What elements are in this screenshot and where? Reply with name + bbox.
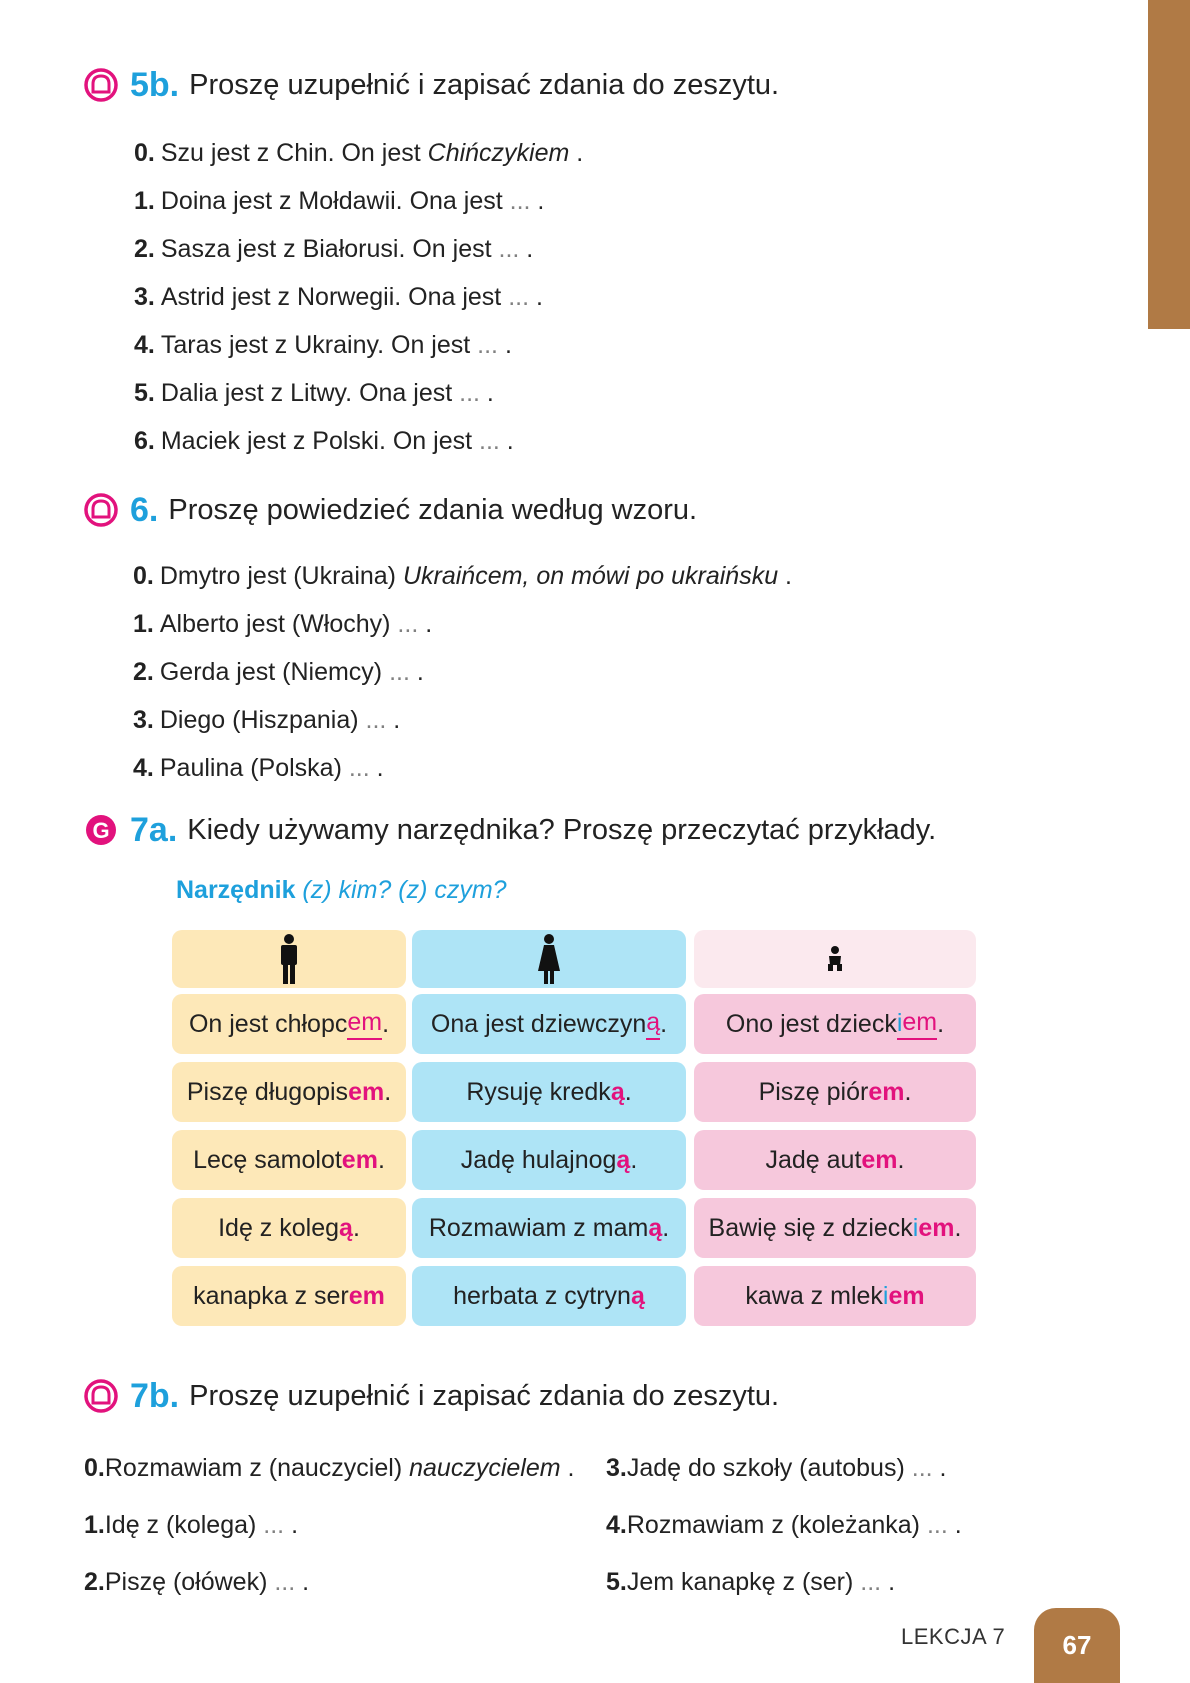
exercise-item: [133, 744, 792, 792]
exercise-7b-right: [606, 1440, 962, 1611]
item-number: 5.: [134, 379, 155, 407]
exercise-item: [84, 1554, 574, 1611]
exercise-number: 6.: [130, 490, 159, 529]
example-tail: .: [660, 1009, 668, 1038]
example-tail: .: [352, 1213, 360, 1242]
example-stem: Ona jest dziewczyn: [430, 1009, 647, 1038]
exercise-title: Proszę powiedzieć zdania według wzoru.: [168, 493, 698, 526]
item-end: .: [386, 706, 401, 734]
example-ending: ą: [616, 1145, 631, 1174]
item-number: 1.: [84, 1511, 105, 1539]
item-text: Jem kanapkę z (ser): [626, 1568, 861, 1596]
example-cell: [694, 994, 976, 1054]
item-end: .: [369, 754, 384, 782]
exercise-item: [606, 1497, 962, 1554]
exercise-item: [134, 321, 583, 369]
example-cell: [694, 1266, 976, 1326]
item-end: .: [932, 1454, 947, 1482]
item-answer: Chińczykiem: [427, 139, 570, 167]
item-blank: ...: [508, 283, 530, 311]
exercise-item: [134, 129, 583, 177]
item-blank: ...: [397, 610, 419, 638]
exercise-7a: [84, 810, 936, 850]
example-cell: [172, 1130, 406, 1190]
item-end: .: [519, 235, 534, 263]
example-stem: Bawię się z dzieck: [708, 1213, 913, 1242]
item-blank: ...: [389, 658, 410, 686]
exercise-6-list: [133, 552, 792, 792]
item-end: .: [947, 1511, 962, 1539]
example-cell: [412, 1130, 686, 1190]
example-cell: [694, 1198, 976, 1258]
example-stem: kawa z mlek: [745, 1281, 883, 1310]
example-stem: Piszę piór: [758, 1077, 869, 1106]
example-tail: .: [662, 1213, 670, 1242]
item-number: 3.: [606, 1454, 627, 1482]
example-ending: em: [348, 1077, 385, 1106]
item-text: Doina jest z Mołdawii. Ona jest: [160, 187, 510, 215]
exercise-item: [606, 1440, 962, 1497]
example-stem: Piszę długopis: [186, 1077, 349, 1106]
item-end: .: [418, 610, 433, 638]
example-cell: [412, 994, 686, 1054]
item-text: Rozmawiam z (koleżanka): [626, 1511, 927, 1539]
example-ending: em: [888, 1281, 925, 1310]
item-number: 2.: [133, 658, 154, 686]
item-answer: nauczycielem: [409, 1454, 561, 1482]
example-stem: On jest chłopc: [188, 1009, 348, 1038]
child-icon: [826, 945, 844, 973]
header-feminine: [412, 930, 686, 988]
item-answer: Ukraińcem, on mówi po ukraińsku: [402, 562, 779, 590]
example-stem: Rozmawiam z mam: [428, 1213, 649, 1242]
item-blank: ...: [926, 1511, 948, 1539]
exercise-number: 5b.: [130, 65, 180, 104]
example-tail: .: [937, 1009, 945, 1038]
exercise-item: [133, 648, 792, 696]
example-stem: Ono jest dzieck: [725, 1009, 897, 1038]
item-end: .: [499, 427, 514, 455]
item-blank: ...: [509, 187, 531, 215]
example-cell: [694, 1062, 976, 1122]
item-text: Jadę do szkoły (autobus): [626, 1454, 912, 1482]
exercise-title: Kiedy używamy narzędnika? Proszę przeczytać przykłady.: [187, 813, 937, 846]
example-tail: .: [904, 1077, 912, 1106]
item-number: 2.: [134, 235, 155, 263]
item-text: Alberto jest (Włochy): [159, 610, 398, 638]
exercise-title: Proszę uzupełnić i zapisać zdania do zeszytu.: [189, 68, 780, 101]
example-tail: .: [377, 1145, 385, 1174]
item-text: Paulina (Polska): [159, 754, 349, 782]
exercise-6: [84, 490, 697, 530]
example-tail: .: [630, 1145, 638, 1174]
exercise-item: [134, 225, 583, 273]
example-ending-vowel: i: [897, 1009, 903, 1040]
exercise-header: [84, 65, 779, 105]
grammar-icon: [84, 813, 118, 847]
svg-text:G: G: [92, 818, 110, 843]
item-number: 0.: [133, 562, 154, 590]
item-number: 4.: [133, 754, 154, 782]
item-end: .: [530, 187, 545, 215]
example-tail: .: [382, 1009, 390, 1038]
example-ending: ą: [646, 1008, 660, 1040]
exercise-item: [134, 177, 583, 225]
item-end: .: [881, 1568, 896, 1596]
example-stem: Lecę samolot: [193, 1145, 342, 1174]
item-text: Rozmawiam z (nauczyciel): [104, 1454, 410, 1482]
exercise-7b-left: [84, 1440, 574, 1611]
item-end: .: [284, 1511, 299, 1539]
exercise-item: [84, 1497, 574, 1554]
example-stem: Jadę hulajnog: [460, 1145, 617, 1174]
side-tab: [1148, 0, 1190, 329]
exercise-item: [84, 1440, 574, 1497]
item-number: 4.: [606, 1511, 627, 1539]
item-text: Gerda jest (Niemcy): [159, 658, 390, 686]
speaking-head-icon: [84, 493, 118, 527]
item-number: 0.: [84, 1454, 105, 1482]
exercise-7b: [84, 1376, 779, 1416]
exercise-item: [134, 417, 583, 465]
example-tail: .: [384, 1077, 392, 1106]
example-ending: em: [868, 1077, 905, 1106]
example-ending: em: [918, 1213, 955, 1242]
example-cell: [172, 1062, 406, 1122]
case-name: Narzędnik: [176, 876, 296, 904]
item-text: Idę z (kolega): [104, 1511, 264, 1539]
item-end: .: [409, 658, 424, 686]
example-tail: .: [897, 1145, 905, 1174]
header-masculine: [172, 930, 406, 988]
item-blank: ...: [263, 1511, 285, 1539]
item-end: .: [529, 283, 543, 311]
example-stem: Idę z koleg: [218, 1213, 340, 1242]
speaking-head-icon: [84, 1379, 118, 1413]
example-cell: [412, 1198, 686, 1258]
exercise-5b: [84, 65, 779, 105]
exercise-item: [133, 600, 792, 648]
item-end: .: [295, 1568, 310, 1596]
item-text: Astrid jest z Norwegii. Ona jest: [160, 283, 509, 311]
example-ending: ą: [648, 1213, 663, 1242]
example-ending: em: [347, 1008, 382, 1040]
lesson-label: LEKCJA 7: [901, 1624, 1006, 1649]
exercise-title: Proszę uzupełnić i zapisać zdania do zeszytu.: [189, 1379, 780, 1412]
example-ending: em: [902, 1008, 937, 1040]
item-text: Taras jest z Ukrainy. On jest: [160, 331, 478, 359]
exercise-number: 7b.: [130, 1376, 180, 1415]
example-stem: Rysuję kredk: [466, 1077, 611, 1106]
exercise-header: [84, 490, 697, 530]
item-text: Dalia jest z Litwy. Ona jest: [160, 379, 460, 407]
item-end: .: [778, 562, 793, 590]
example-stem: Jadę aut: [765, 1145, 862, 1174]
item-end: .: [560, 1454, 575, 1482]
speaking-head-icon: [84, 68, 118, 102]
woman-icon: [536, 933, 562, 985]
example-ending-vowel: i: [912, 1213, 919, 1242]
item-text: Szu jest z Chin. On jest: [160, 139, 428, 167]
example-ending: em: [341, 1145, 378, 1174]
item-blank: ...: [365, 706, 387, 734]
case-questions: (z) kim? (z) czym?: [295, 876, 507, 904]
example-cell: [694, 1130, 976, 1190]
exercise-5b-list: [134, 129, 583, 465]
example-ending-vowel: i: [882, 1281, 889, 1310]
example-cell: [172, 994, 406, 1054]
example-tail: .: [954, 1213, 962, 1242]
exercise-item: [133, 552, 792, 600]
item-number: 3.: [133, 706, 154, 734]
item-end: .: [569, 139, 584, 167]
item-text: Diego (Hiszpania): [159, 706, 366, 734]
item-number: 1.: [134, 187, 155, 215]
example-cell: [172, 1198, 406, 1258]
exercise-item: [133, 696, 792, 744]
exercise-item: [134, 273, 583, 321]
example-ending: ą: [339, 1213, 353, 1242]
header-neuter: [694, 930, 976, 988]
item-blank: ...: [477, 331, 498, 359]
example-ending: ą: [610, 1077, 625, 1106]
item-blank: ...: [274, 1568, 296, 1596]
example-tail: .: [624, 1077, 632, 1106]
example-ending: em: [861, 1145, 898, 1174]
example-ending: ą: [630, 1281, 645, 1310]
item-end: .: [498, 331, 512, 359]
item-number: 5.: [606, 1568, 627, 1596]
item-blank: ...: [911, 1454, 933, 1482]
item-blank: ...: [860, 1568, 882, 1596]
example-cell: [412, 1266, 686, 1326]
example-cell: [172, 1266, 406, 1326]
exercise-header: [84, 810, 936, 850]
item-blank: ...: [498, 235, 520, 263]
example-stem: herbata z cytryn: [453, 1281, 631, 1310]
item-number: 0.: [134, 139, 155, 167]
item-text: Sasza jest z Białorusi. On jest: [160, 235, 499, 263]
grammar-label: [176, 876, 507, 905]
exercise-item: [606, 1554, 962, 1611]
item-text: Maciek jest z Polski. On jest: [160, 427, 480, 455]
item-blank: ...: [479, 427, 500, 455]
example-stem: kanapka z ser: [193, 1281, 349, 1310]
item-text: Dmytro jest (Ukraina): [159, 562, 403, 590]
item-number: 1.: [133, 610, 154, 638]
item-blank: ...: [348, 754, 370, 782]
exercise-item: [134, 369, 583, 417]
man-icon: [277, 933, 301, 985]
example-cell: [412, 1062, 686, 1122]
item-end: .: [479, 379, 494, 407]
item-text: Piszę (ołówek): [104, 1568, 275, 1596]
page-number: 67: [1034, 1608, 1120, 1683]
item-number: 4.: [134, 331, 155, 359]
item-blank: ...: [459, 379, 480, 407]
exercise-header: [84, 1376, 779, 1416]
example-ending: em: [348, 1281, 385, 1310]
item-number: 3.: [134, 283, 155, 311]
exercise-number: 7a.: [130, 810, 178, 849]
item-number: 2.: [84, 1568, 105, 1596]
item-number: 6.: [134, 427, 155, 455]
